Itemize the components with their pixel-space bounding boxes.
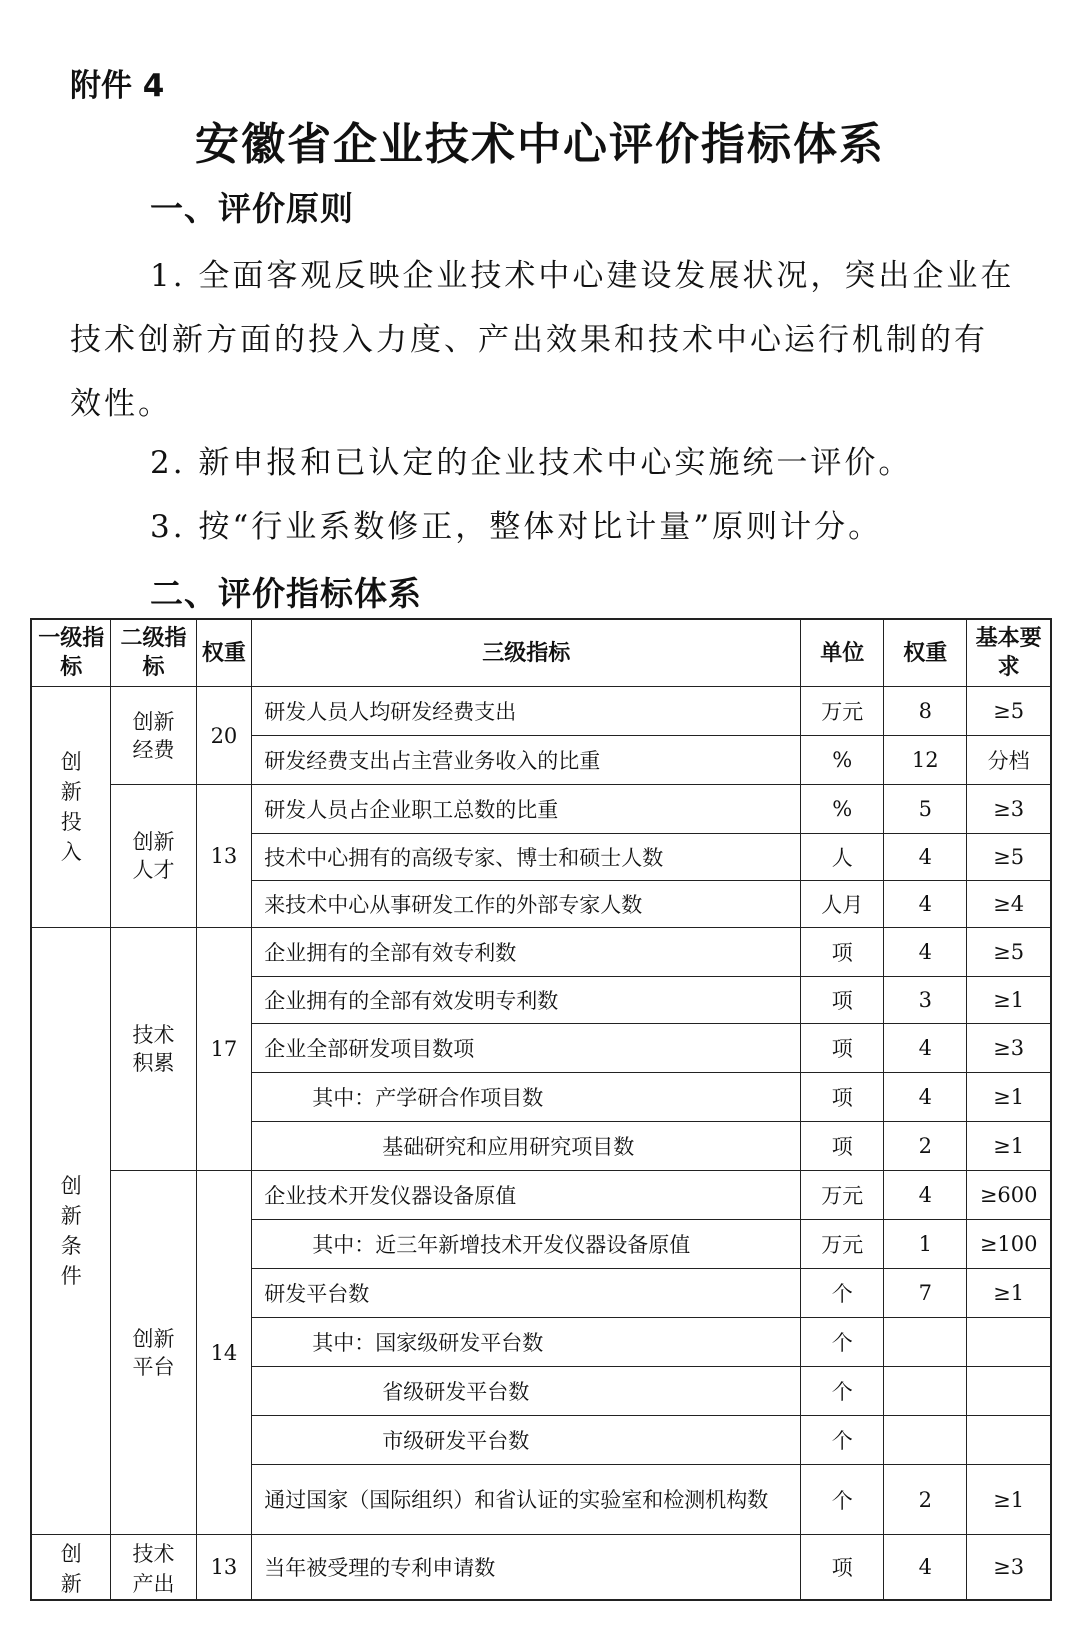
level2-weight: 17 bbox=[196, 928, 252, 1171]
table-header-row bbox=[31, 619, 1051, 687]
level1-cell bbox=[31, 1535, 111, 1601]
indicator-cell: 研发平台数 bbox=[252, 1269, 801, 1318]
level2-cell bbox=[111, 785, 196, 928]
level2-label: 技术积累 bbox=[132, 1023, 175, 1075]
requirement-cell bbox=[967, 1367, 1051, 1416]
weight-cell: 4 bbox=[884, 1073, 967, 1122]
unit-cell: 个 bbox=[801, 1269, 884, 1318]
header-unit: 单位 bbox=[801, 619, 884, 687]
unit-cell: 万元 bbox=[801, 1220, 884, 1269]
header-level2: 二级指标 bbox=[111, 619, 196, 687]
header-level3: 三级指标 bbox=[252, 619, 801, 687]
requirement-cell: ≥5 bbox=[967, 834, 1051, 881]
unit-cell: 万元 bbox=[801, 687, 884, 736]
level1-label: 创新条件 bbox=[60, 1174, 82, 1288]
level2-weight: 13 bbox=[196, 1535, 252, 1601]
weight-cell: 12 bbox=[884, 736, 967, 785]
level2-cell bbox=[111, 928, 196, 1171]
indicator-cell: 通过国家（国际组织）和省认证的实验室和检测机构数 bbox=[252, 1465, 801, 1535]
unit-cell: 项 bbox=[801, 928, 884, 977]
weight-cell: 5 bbox=[884, 785, 967, 834]
requirement-cell: 分档 bbox=[967, 736, 1051, 785]
level2-label: 创新人才 bbox=[132, 830, 175, 882]
table-row bbox=[31, 687, 1051, 736]
unit-cell: 项 bbox=[801, 1535, 884, 1601]
level2-weight: 20 bbox=[196, 687, 252, 785]
level1-label: 创新投入 bbox=[60, 750, 82, 864]
principle-item-3: 3. 按“行业系数修正，整体对比计量”原则计分。 bbox=[150, 509, 883, 545]
requirement-cell bbox=[967, 1318, 1051, 1367]
section-heading-index-system: 二、评价指标体系 bbox=[150, 574, 422, 613]
unit-cell: 人月 bbox=[801, 881, 884, 928]
section-heading-principles: 一、评价原则 bbox=[150, 189, 354, 228]
table-row bbox=[31, 1171, 1051, 1220]
weight-cell: 4 bbox=[884, 1535, 967, 1601]
unit-cell: 项 bbox=[801, 1073, 884, 1122]
requirement-cell bbox=[967, 1416, 1051, 1465]
indicator-cell: 当年被受理的专利申请数 bbox=[252, 1535, 801, 1601]
requirement-cell: ≥100 bbox=[967, 1220, 1051, 1269]
weight-cell bbox=[884, 1416, 967, 1465]
level2-label: 创新平台 bbox=[132, 1326, 175, 1379]
level2-label: 创新经费 bbox=[132, 709, 175, 762]
indicator-cell: 研发经费支出占主营业务收入的比重 bbox=[252, 736, 801, 785]
weight-cell: 3 bbox=[884, 977, 967, 1024]
table-row bbox=[31, 785, 1051, 834]
weight-cell bbox=[884, 1367, 967, 1416]
weight-cell: 4 bbox=[884, 1024, 967, 1073]
unit-cell: 项 bbox=[801, 1024, 884, 1073]
weight-cell: 7 bbox=[884, 1269, 967, 1318]
unit-cell: 个 bbox=[801, 1416, 884, 1465]
attachment-label: 附件 4 bbox=[70, 68, 165, 104]
unit-cell: 个 bbox=[801, 1465, 884, 1535]
indicator-cell: 企业全部研发项目数项 bbox=[252, 1024, 801, 1073]
header-weight2: 权重 bbox=[196, 619, 252, 687]
level2-cell bbox=[111, 687, 196, 785]
unit-cell: 万元 bbox=[801, 1171, 884, 1220]
weight-cell: 4 bbox=[884, 1171, 967, 1220]
requirement-cell: ≥1 bbox=[967, 1269, 1051, 1318]
level2-weight: 14 bbox=[196, 1171, 252, 1535]
requirement-cell: ≥5 bbox=[967, 928, 1051, 977]
indicator-cell: 省级研发平台数 bbox=[252, 1367, 801, 1416]
level2-label: 技术产出 bbox=[132, 1542, 175, 1596]
indicator-cell: 企业技术开发仪器设备原值 bbox=[252, 1171, 801, 1220]
indicator-cell: 企业拥有的全部有效专利数 bbox=[252, 928, 801, 977]
evaluation-index-table bbox=[30, 618, 1052, 1601]
weight-cell: 8 bbox=[884, 687, 967, 736]
header-requirement: 基本要求 bbox=[967, 619, 1051, 687]
requirement-cell: ≥1 bbox=[967, 1465, 1051, 1535]
weight-cell: 4 bbox=[884, 881, 967, 928]
weight-cell: 2 bbox=[884, 1122, 967, 1171]
indicator-cell: 技术中心拥有的高级专家、博士和硕士人数 bbox=[252, 834, 801, 881]
indicator-cell: 研发人员占企业职工总数的比重 bbox=[252, 785, 801, 834]
requirement-cell: ≥1 bbox=[967, 1122, 1051, 1171]
requirement-cell: ≥1 bbox=[967, 977, 1051, 1024]
level2-weight: 13 bbox=[196, 785, 252, 928]
level2-cell bbox=[111, 1171, 196, 1535]
unit-cell: % bbox=[801, 736, 884, 785]
requirement-cell: ≥3 bbox=[967, 1535, 1051, 1601]
indicator-cell: 来技术中心从事研发工作的外部专家人数 bbox=[252, 881, 801, 928]
level1-label: 创新 bbox=[60, 1542, 82, 1596]
header-level1: 一级指标 bbox=[31, 619, 111, 687]
indicator-cell: 其中：国家级研发平台数 bbox=[252, 1318, 801, 1367]
document-title: 安徽省企业技术中心评价指标体系 bbox=[195, 119, 885, 170]
indicator-cell: 其中：近三年新增技术开发仪器设备原值 bbox=[252, 1220, 801, 1269]
principle-item-2: 2. 新申报和已认定的企业技术中心实施统一评价。 bbox=[150, 445, 913, 481]
requirement-cell: ≥600 bbox=[967, 1171, 1051, 1220]
table-row bbox=[31, 928, 1051, 977]
weight-cell bbox=[884, 1318, 967, 1367]
principle-item-1: 1. 全面客观反映企业技术中心建设发展状况，突出企业在技术创新方面的投入力度、产出效果和技术中心运行机制的有效性。 bbox=[70, 258, 1015, 422]
requirement-cell: ≥4 bbox=[967, 881, 1051, 928]
indicator-cell: 市级研发平台数 bbox=[252, 1416, 801, 1465]
requirement-cell: ≥3 bbox=[967, 785, 1051, 834]
weight-cell: 4 bbox=[884, 928, 967, 977]
unit-cell: 人 bbox=[801, 834, 884, 881]
header-weight3: 权重 bbox=[884, 619, 967, 687]
level1-cell bbox=[31, 928, 111, 1535]
indicator-cell: 其中：产学研合作项目数 bbox=[252, 1073, 801, 1122]
unit-cell: 项 bbox=[801, 977, 884, 1024]
weight-cell: 4 bbox=[884, 834, 967, 881]
indicator-cell: 企业拥有的全部有效发明专利数 bbox=[252, 977, 801, 1024]
unit-cell: % bbox=[801, 785, 884, 834]
unit-cell: 个 bbox=[801, 1367, 884, 1416]
weight-cell: 1 bbox=[884, 1220, 967, 1269]
requirement-cell: ≥3 bbox=[967, 1024, 1051, 1073]
level1-cell bbox=[31, 687, 111, 928]
unit-cell: 项 bbox=[801, 1122, 884, 1171]
indicator-cell: 基础研究和应用研究项目数 bbox=[252, 1122, 801, 1171]
indicator-cell: 研发人员人均研发经费支出 bbox=[252, 687, 801, 736]
requirement-cell: ≥1 bbox=[967, 1073, 1051, 1122]
requirement-cell: ≥5 bbox=[967, 687, 1051, 736]
weight-cell: 2 bbox=[884, 1465, 967, 1535]
table-row bbox=[31, 1535, 1051, 1601]
unit-cell: 个 bbox=[801, 1318, 884, 1367]
level2-cell bbox=[111, 1535, 196, 1601]
